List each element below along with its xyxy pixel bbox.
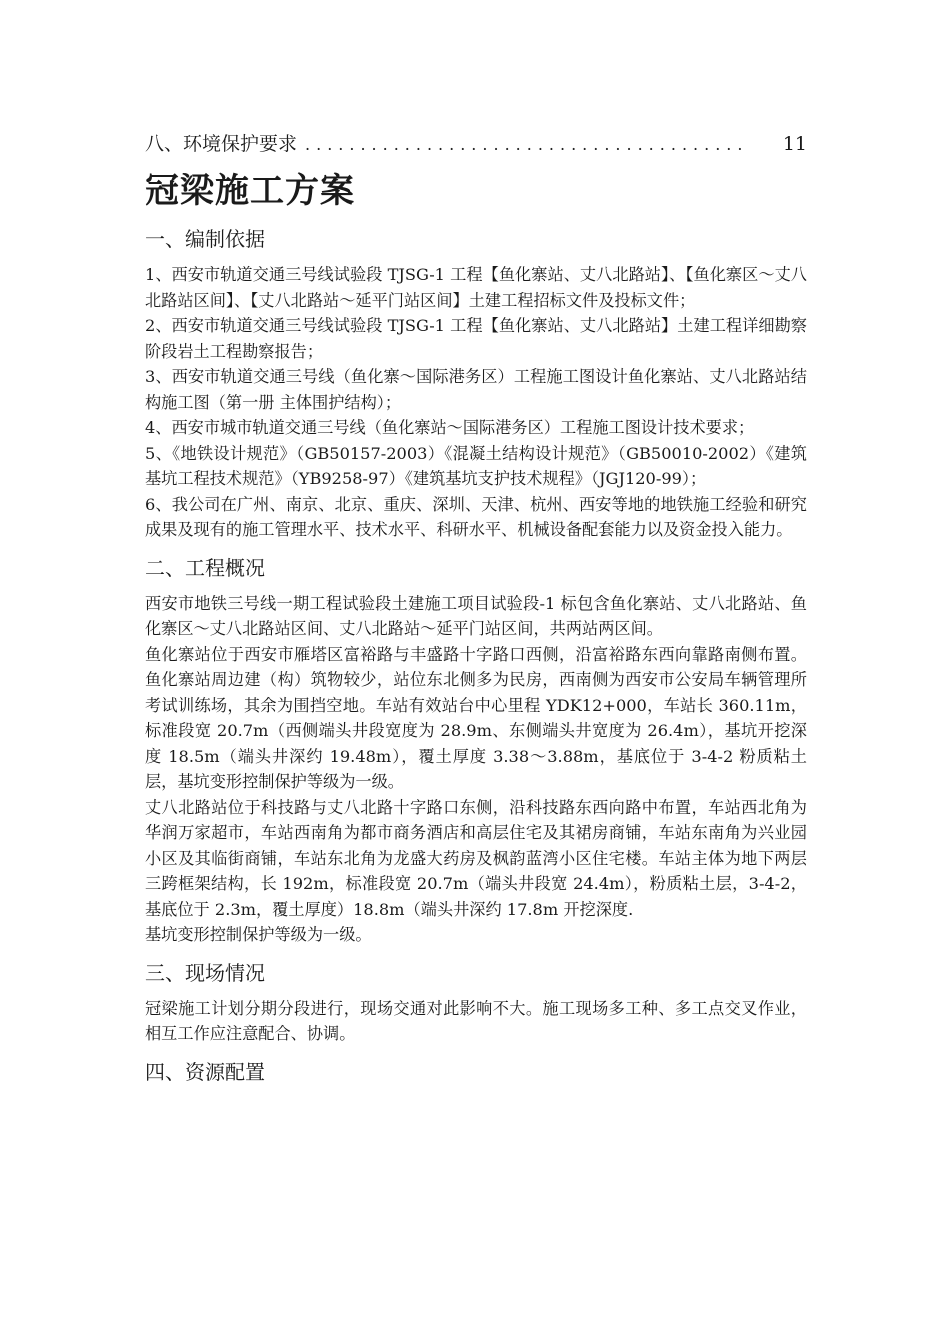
paragraph: 冠梁施工计划分期分段进行，现场交通对此影响不大。施工现场多工种、多工点交叉作业，相互工作应注意配合、协调。 (145, 998, 807, 1043)
section-basis (145, 224, 807, 543)
document-page (145, 128, 807, 1097)
paragraph: 2、西安市轨道交通三号线试验段 TJSG-1 工程【鱼化寨站、丈八北路站】土建工程详细勘察阶段岩土工程勘察报告； (145, 316, 807, 361)
paragraph: 5、《地铁设计规范》（GB50157-2003）《混凝土结构设计规范》（GB50010-2002）《建筑基坑工程技术规范》（YB9258-97）《建筑基坑支护技术规程》（JGJ120-99）； (145, 443, 807, 488)
toc-leader-dots: ........................................ (305, 135, 749, 154)
paragraph: 1、西安市轨道交通三号线试验段 TJSG-1 工程【鱼化寨站、丈八北路站】、【鱼化寨区～丈八北路站区间】、【丈八北路站～延平门站区间】土建工程招标文件及投标文件； (145, 265, 807, 310)
section-resources (145, 1057, 807, 1087)
toc-entry-label: 八、环境保护要求 (145, 133, 298, 155)
section-heading: 二、工程概况 (145, 555, 265, 580)
toc-entry-page-number: 11 (782, 133, 807, 155)
toc-entry[interactable] (145, 128, 807, 160)
paragraph: 6、我公司在广州、南京、北京、重庆、深圳、天津、杭州、西安等地的地铁施工经验和研究成果及现有的施工管理水平、技术水平、科研水平、机械设备配套能力以及资金投入能力。 (145, 494, 807, 539)
section-heading: 三、现场情况 (145, 960, 265, 985)
paragraph: 3、西安市轨道交通三号线（鱼化寨～国际港务区）工程施工图设计鱼化寨站、丈八北路站结构施工图（第一册 主体围护结构）； (145, 367, 807, 412)
section-heading: 一、编制依据 (145, 227, 265, 251)
section-overview (145, 553, 807, 948)
paragraph: 4、西安市城市轨道交通三号线（鱼化寨站～国际港务区）工程施工图设计技术要求； (145, 418, 755, 437)
section-heading: 四、资源配置 (145, 1059, 265, 1084)
paragraph: 丈八北路站位于科技路与丈八北路十字路口东侧，沿科技路东西向路中布置，车站西北角为华润万家超市，车站西南角为都市商务酒店和高层住宅及其裙房商铺，车站东南角为兴业园小区及其临街商铺，车站东北角为龙盛大药房及枫韵蓝湾小区住宅楼。车站主体为地下两层三跨框架结构，长 192m，标准段宽 20.7m（端头井段宽 24.4m），粉质粘土层，3-4-2，基底位于 2.3m，覆土厚度）18.8m（端头井深约 17.8m 开挖深度. (145, 797, 807, 919)
paragraph: 基坑变形控制保护等级为一级。 (145, 925, 372, 944)
document-title: 冠梁施工方案 (145, 171, 355, 211)
section-site-conditions (145, 958, 807, 1047)
paragraph: 鱼化寨站位于西安市雁塔区富裕路与丰盛路十字路口西侧，沿富裕路东西向靠路南侧布置。鱼化寨站周边建（构）筑物较少，站位东北侧多为民房，西南侧为西安市公安局车辆管理所考试训练场，其余为围挡空地。车站有效站台中心里程 YDK12+000，车站长 360.11m，标准段宽 20.7m（西侧端头井段宽度为 28.9m、东侧端头井宽度为 26.4m），基坑开挖深度 18.5m（端头井深约 19.48m），覆土厚度 3.38～3.88m，基底位于 3-4-2 粉质粘土层，基坑变形控制保护等级为一级。 (145, 644, 807, 791)
paragraph: 西安市地铁三号线一期工程试验段土建施工项目试验段-1 标包含鱼化寨站、丈八北路站、鱼化寨区～丈八北路站区间、丈八北路站～延平门站区间，共两站两区间。 (145, 593, 807, 638)
